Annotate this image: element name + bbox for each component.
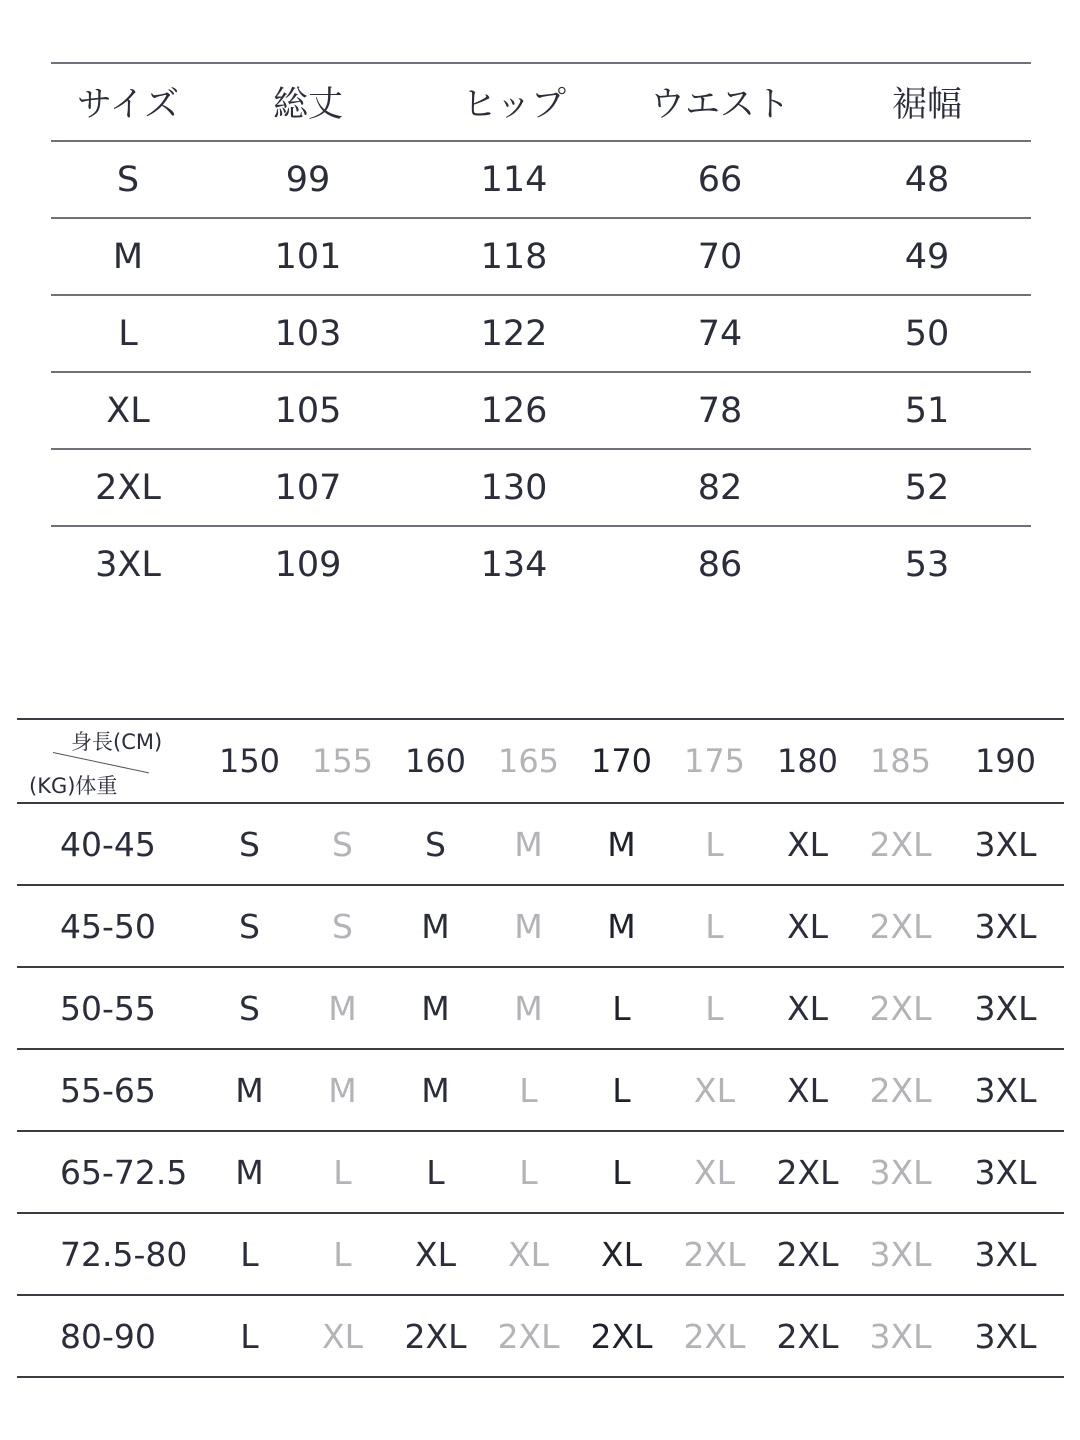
measurement-cell: 122 [411, 295, 617, 372]
recommended-size-cell: S [203, 967, 296, 1049]
recommended-size-cell: S [203, 885, 296, 967]
recommended-size-cell: XL [482, 1213, 575, 1295]
recommended-size-cell: S [203, 803, 296, 885]
header-hem-width: 裾幅 [823, 63, 1031, 141]
recommended-size-cell: M [482, 885, 575, 967]
recommended-size-cell: 2XL [761, 1131, 854, 1213]
weight-range-cell: 50-55 [17, 967, 203, 1049]
recommended-size-cell: 2XL [482, 1295, 575, 1377]
recommended-size-cell: XL [761, 967, 854, 1049]
measurement-cell: 101 [205, 218, 411, 295]
measurement-cell: 134 [480, 544, 548, 585]
recommended-size-cell: L [575, 967, 668, 1049]
measurement-cell: 126 [411, 372, 617, 449]
measurement-cell: 74 [617, 295, 823, 372]
measurement-cell: 103 [205, 295, 411, 372]
measurement-cell: 50 [823, 295, 1031, 372]
recommended-size-cell: M [296, 967, 389, 1049]
size-label-cell: L [51, 295, 205, 372]
size-measurement-table [51, 62, 1031, 602]
recommended-size-cell: M [203, 1131, 296, 1213]
height-header-cell: 160 [389, 719, 482, 803]
measurement-cell: 86 [697, 544, 743, 585]
guide-table-row [17, 1213, 1064, 1295]
recommended-size-cell: 3XL [947, 967, 1064, 1049]
measurement-cell: 99 [205, 141, 411, 218]
size-guide-table [17, 718, 1064, 1378]
size-label-cell: XL [51, 372, 205, 449]
recommended-size-cell: 3XL [854, 1131, 947, 1213]
recommended-size-cell: M [575, 803, 668, 885]
recommended-size-cell: L [203, 1213, 296, 1295]
recommended-size-cell: L [296, 1131, 389, 1213]
measurement-cell: 51 [823, 372, 1031, 449]
recommended-size-cell: 2XL [668, 1295, 761, 1377]
header-waist: ウエスト [617, 63, 823, 141]
recommended-size-cell: S [296, 803, 389, 885]
recommended-size-cell: L [389, 1131, 482, 1213]
recommended-size-cell: L [482, 1131, 575, 1213]
recommended-size-cell: M [389, 1049, 482, 1131]
recommended-size-cell: 2XL [389, 1295, 482, 1377]
recommended-size-cell: XL [668, 1049, 761, 1131]
measurement-cell: 66 [617, 141, 823, 218]
recommended-size-cell: S [389, 803, 482, 885]
weight-range-cell: 40-45 [17, 803, 203, 885]
measurement-cell: 130 [411, 449, 617, 526]
recommended-size-cell: 3XL [947, 1131, 1064, 1213]
size-table-header-row [51, 63, 1031, 141]
measurement-cell: 114 [411, 141, 617, 218]
guide-table-row [17, 1295, 1064, 1377]
recommended-size-cell: M [482, 803, 575, 885]
size-label-cell: M [51, 218, 205, 295]
recommended-size-cell: L [668, 803, 761, 885]
size-label-cell: S [51, 141, 205, 218]
recommended-size-cell: 3XL [854, 1213, 947, 1295]
weight-range-cell: 55-65 [17, 1049, 203, 1131]
header-total-length: 総丈 [205, 63, 411, 141]
recommended-size-cell: XL [389, 1213, 482, 1295]
recommended-size-cell: L [482, 1049, 575, 1131]
guide-table-row [17, 1049, 1064, 1131]
size-label-cell: 2XL [51, 449, 205, 526]
recommended-size-cell: 3XL [854, 1295, 947, 1377]
measurement-cell: 53 [904, 544, 950, 585]
measurement-cell: 105 [205, 372, 411, 449]
guide-table-row [17, 803, 1064, 885]
recommended-size-cell: XL [575, 1213, 668, 1295]
measurement-cell: 118 [411, 218, 617, 295]
recommended-size-cell: 2XL [761, 1213, 854, 1295]
height-header-cell: 185 [854, 719, 947, 803]
recommended-size-cell: M [575, 885, 668, 967]
recommended-size-cell: 2XL [668, 1213, 761, 1295]
recommended-size-cell: 2XL [854, 885, 947, 967]
size-table-row [51, 141, 1031, 218]
recommended-size-cell: XL [296, 1295, 389, 1377]
recommended-size-cell: S [296, 885, 389, 967]
recommended-size-cell: M [482, 967, 575, 1049]
header-size: サイズ [51, 63, 205, 141]
recommended-size-cell: L [668, 967, 761, 1049]
size-table-row [51, 218, 1031, 295]
measurement-cell: 78 [617, 372, 823, 449]
measurement-cell: 52 [823, 449, 1031, 526]
recommended-size-cell: 2XL [854, 1049, 947, 1131]
measurement-cell: 48 [823, 141, 1031, 218]
corner-header [17, 719, 203, 803]
recommended-size-cell: 3XL [947, 1213, 1064, 1295]
recommended-size-cell: XL [761, 803, 854, 885]
recommended-size-cell: 3XL [947, 1049, 1064, 1131]
measurement-cell: 107 [205, 449, 411, 526]
height-header-cell: 150 [203, 719, 296, 803]
recommended-size-cell: XL [761, 885, 854, 967]
recommended-size-cell: L [575, 1131, 668, 1213]
height-header-cell: 165 [482, 719, 575, 803]
recommended-size-cell: L [575, 1049, 668, 1131]
measurement-cell: 82 [617, 449, 823, 526]
recommended-size-cell: M [203, 1049, 296, 1131]
height-header-cell: 170 [575, 719, 668, 803]
height-header-cell: 175 [668, 719, 761, 803]
guide-header-row [17, 719, 1064, 803]
recommended-size-cell: M [296, 1049, 389, 1131]
height-header-cell: 180 [761, 719, 854, 803]
measurement-cell: 49 [823, 218, 1031, 295]
height-header-cell: 190 [947, 719, 1064, 803]
guide-table-row [17, 967, 1064, 1049]
size-table-row [51, 449, 1031, 526]
weight-range-cell: 65-72.5 [17, 1131, 203, 1213]
weight-range-cell: 72.5-80 [17, 1213, 203, 1295]
recommended-size-cell: 3XL [947, 885, 1064, 967]
weight-range-cell: 45-50 [17, 885, 203, 967]
recommended-size-cell: 3XL [947, 803, 1064, 885]
size-label-cell: 3XL [95, 544, 161, 585]
recommended-size-cell: 2XL [761, 1295, 854, 1377]
recommended-size-cell: M [389, 967, 482, 1049]
height-axis-label: 身長(CM) [71, 730, 163, 754]
height-header-cell: 155 [296, 719, 389, 803]
size-table-row [51, 526, 1031, 602]
recommended-size-cell: 2XL [575, 1295, 668, 1377]
guide-table-row [17, 885, 1064, 967]
weight-range-cell: 80-90 [17, 1295, 203, 1377]
size-table-row [51, 295, 1031, 372]
measurement-cell: 70 [617, 218, 823, 295]
recommended-size-cell: L [296, 1213, 389, 1295]
recommended-size-cell: M [389, 885, 482, 967]
header-hip: ヒップ [411, 63, 617, 141]
size-table-row [51, 372, 1031, 449]
recommended-size-cell: L [203, 1295, 296, 1377]
recommended-size-cell: 2XL [854, 967, 947, 1049]
recommended-size-cell: XL [668, 1131, 761, 1213]
weight-axis-label: (KG)体重 [29, 774, 118, 798]
measurement-cell: 109 [274, 544, 342, 585]
guide-table-row [17, 1131, 1064, 1213]
recommended-size-cell: XL [761, 1049, 854, 1131]
recommended-size-cell: 2XL [854, 803, 947, 885]
recommended-size-cell: L [668, 885, 761, 967]
recommended-size-cell: 3XL [947, 1295, 1064, 1377]
